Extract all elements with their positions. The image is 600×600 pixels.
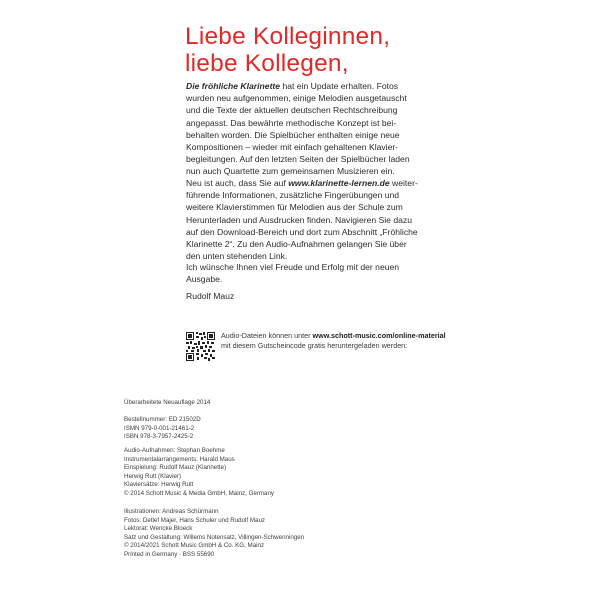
qr-code-icon[interactable] — [186, 332, 215, 361]
website-link[interactable]: www.klarinette-lernen.de — [288, 178, 390, 188]
website-paragraph: Neu ist auch, dass Sie auf www.klarinette-lernen.de weiter- führende Informationen, zusätzliche Fingerübungen und weitere Klavierstimmen für Melodien aus der Schule zum Herunterladen und Ausdrucken finden. Navigieren Sie dazu auf den Download-Bereich und dort zum Abschnitt „Fröhliche Klarinette 2“. Zu den Audio-Aufnahmen gelangen Sie über den unten stehenden Link. — [186, 178, 418, 262]
title-line-1: Liebe Kolleginnen, — [185, 23, 391, 50]
audio-download-notice: Audio-Dateien können unter www.schott-music.com/online-material mit diesem Gutscheincode gratis heruntergeladen werden: — [221, 331, 446, 350]
signature: Rudolf Mauz — [186, 291, 235, 301]
order-numbers: Bestellnummer: ED 21502D ISMN 979-0-001-21461-2 ISBN 978-3-7957-2425-2 — [124, 416, 201, 441]
title-line-2: liebe Kollegen, — [185, 50, 349, 77]
audio-credits: Audio-Aufnahmen: Stephan Boehme Instrumentalarrangements: Harald Maus Einspielung: Rudolf Mauz (Klarinette) Herwig Rutt (Klavier) Klaviersätze: Herwig Rutt © 2014 Schott Music & Media GmbH, Mainz, Germany — [124, 447, 275, 497]
intro-paragraph: Die fröhliche Klarinette hat ein Update erhalten. Fotos wurden neu aufgenommen, einige Melodien ausgetauscht und die Texte der aktuellen deutschen Rechtschreibung angepasst. Das bewährte methodische Konzept ist bei- behalten worden. Die Spielbücher enthalten einige neue Kompositionen – wieder mit einfach gehaltenen Klavier- begleitungen. Auf den letzten Seiten der Spielbücher laden nun auch Quartette zum gemeinsamen Musizieren ein. — [186, 81, 410, 177]
page-title — [185, 23, 390, 77]
edition-note: Überarbeitete Neuauflage 2014 — [124, 399, 211, 406]
book-title: Die fröhliche Klarinette — [186, 81, 281, 91]
wishes-paragraph: Ich wünsche Ihnen viel Freude und Erfolg mit der neuen Ausgabe. — [186, 262, 400, 285]
schott-online-material-link[interactable]: www.schott-music.com/online-material — [312, 331, 446, 340]
production-credits: Illustrationen: Andreas Schürmann Fotos: Detlef Majer, Hans Schuler und Rudolf Mauz Lektorat: Wencke Bloeck Satz und Gestaltung: Willems Notensatz, Villingen-Schwenningen © 2014/2021 Schott Music GmbH & Co. KG, Mainz Printed in Germany · BSS 55690 — [124, 508, 305, 558]
